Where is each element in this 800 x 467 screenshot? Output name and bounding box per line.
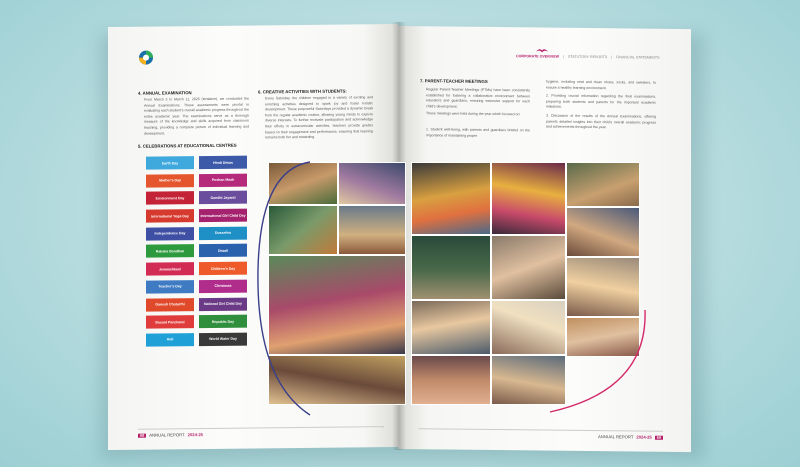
celebration-tile: Christmas: [199, 279, 247, 293]
section-6-body: Every Saturday, the children engaged in a variety of exciting and enriching activities designed to spark joy and foster holistic development. These purposeful Saturdays provided a dynamic break from the regular academic routine, allowing young minds to explore diverse interests. To further motivate participation and acknowledge their efforts in extracurricular activities, teachers provide grades based on their engagement and performance, ensuring that learning remains both fun and rewarding.: [265, 95, 373, 140]
photo-12: [491, 235, 566, 300]
celebration-tile: Janmashtami: [146, 262, 194, 276]
celebration-tile: Ganesh Chaturthi: [146, 298, 194, 312]
celebration-tile: Mother's Day: [146, 174, 194, 188]
company-logo-icon: [138, 50, 154, 66]
left-footer-year: 2024-25: [187, 432, 203, 438]
photo-9: [566, 162, 640, 207]
section-4-title: 4. ANNUAL EXAMINATION: [138, 90, 192, 96]
nav-financial-statements: FINANCIAL STATEMENTS: [616, 55, 660, 60]
celebration-tile: Children's Day: [199, 262, 247, 276]
section-7-item-3: 3. Discussion of the results of the Annual Examinations, offering parents detailed insights into their child's overall academic progress and achievements throughout the year.: [546, 113, 656, 130]
celebration-tile: Hindi Diwas: [199, 156, 247, 170]
celebration-tile: Earth Day: [146, 156, 194, 170]
photo-6: [268, 355, 406, 405]
celebration-tile: Holi: [146, 333, 194, 347]
celebration-tile: Raksha Bandhan: [146, 245, 194, 259]
photo-16: [566, 317, 640, 357]
photo-2: [338, 162, 406, 205]
section-6-title: 6. CREATIVE ACTIVITIES WITH STUDENTS:: [258, 88, 347, 95]
nav-sep-2: |: [611, 55, 613, 60]
photo-1: [268, 162, 338, 205]
right-footer-year: 2024-25: [636, 434, 652, 440]
photo-8: [491, 162, 566, 235]
celebration-tile: Diwali: [199, 244, 247, 258]
photo-5: [268, 255, 406, 355]
photo-18: [491, 355, 566, 405]
section-7-intro: These meetings were held during the year which focused on:: [426, 111, 521, 117]
celebration-tile: International Girl Child Day: [199, 209, 247, 223]
section-7-col2-p1: hygiene, including neat and clean shoes, socks, and sweaters, to ensure a healthy learning environment.: [546, 79, 656, 90]
right-footer-title: ANNUAL REPORT: [598, 434, 634, 440]
section-nav: [516, 54, 659, 60]
photo-10: [566, 207, 640, 257]
right-footer-rule: [418, 428, 663, 432]
celebration-tile: World Water Day: [199, 332, 247, 346]
section-7-title: 7. PARENT-TEACHER MEETINGS: [420, 78, 488, 84]
photo-4: [338, 205, 406, 255]
celebration-tile: Environment Day: [146, 192, 194, 206]
nav-sep-1: |: [563, 54, 564, 59]
celebration-tile: National Girl Child Day: [199, 297, 247, 311]
photo-11: [411, 235, 491, 300]
right-page-number: 69: [656, 435, 661, 440]
section-5-title: 5. CELEBRATIONS AT EDUCATIONAL CENTRES: [138, 142, 237, 149]
celebration-tile: Gandhi Jayanti: [199, 191, 247, 205]
section-7-item-2: 2. Providing crucial information regarding the final examinations, preparing both students and parents for the important academic milestone.: [546, 93, 656, 109]
photo-collage: [268, 162, 640, 405]
photo-3: [268, 205, 338, 255]
celebration-tile: Poshan Maah: [199, 173, 247, 187]
photo-14: [411, 300, 491, 355]
photo-7: [411, 162, 491, 235]
right-footer: [598, 434, 663, 440]
celebration-tile: Independence Day: [146, 227, 194, 241]
section-7-body: Regular Parent-Teacher Meetings (PTMs) have been consistently established for fostering a collaborative environment between educators and guardians, ensuring extensive support for each child's development.: [426, 87, 530, 109]
celebrations-grid: [146, 156, 248, 347]
bird-icon: [536, 47, 548, 53]
left-footer-rule: [138, 426, 384, 430]
nav-corporate-overview: CORPORATE OVERVIEW: [516, 54, 559, 59]
celebration-tile: International Yoga Day: [146, 209, 194, 223]
celebration-tile: Basant Panchami: [146, 315, 194, 329]
nav-statutory-reports: STATUTORY REPORTS: [567, 54, 608, 60]
celebration-tile: Republic Day: [199, 315, 247, 329]
photo-17: [411, 355, 491, 405]
photo-15: [491, 300, 566, 355]
left-footer-title: ANNUAL REPORT: [149, 432, 185, 438]
photo-13: [566, 257, 640, 317]
celebration-tile: Teacher's Day: [146, 280, 194, 294]
left-footer: [138, 432, 203, 438]
section-7-item-1: 1. Student well-being, with parents and guardians briefed on the importance of maintaining proper: [426, 127, 530, 138]
left-page-number: 68: [140, 433, 145, 438]
celebration-tile: Dussehra: [199, 226, 247, 240]
section-4-body: From March 3 to March 11, 2025 (tentative), we conducted the Annual Examinations. These assessments were pivotal in evaluating each student's overall academic progress throughout the entire academic year. The examinations serve as a thorough measure of the knowledge and skills acquired from classroom teaching, providing a complete picture of individual learning and development.: [144, 96, 249, 136]
